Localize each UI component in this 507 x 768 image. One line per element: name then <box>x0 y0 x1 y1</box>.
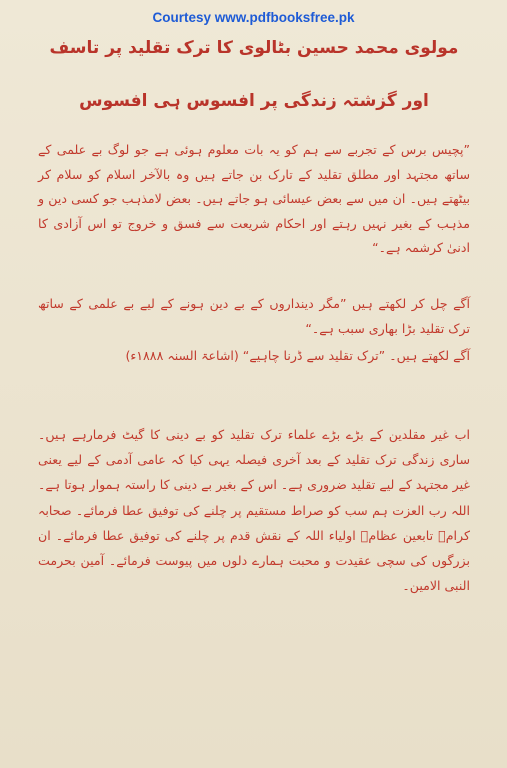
closing-text: اب غیر مقلدین کے بڑے بڑے علماء ترک تقلید کو بے دینی کا گیٹ فرمارہے ہیں۔ ساری زندگی ترک تقلید کے بعد آخری فیصلہ یہی کیا کہ عامی آدمی کے لیے یعنی غیر مجتہد کے لیے تقلید ضروری ہے۔ اس کے بغیر بے دینی کا راستہ ہموار ہوتا ہے۔ اللہ رب العزت ہم سب کو صراط مستقیم پر چلنے کی توفیق عطا فرمائے۔ صحابہ کرامؓ تابعین عظامؒ اولیاء اللہ کے نقش قدم پر چلنے کی توفیق عطا فرمائے۔ ان بزرگوں کی سچی عقیدت و محبت ہمارے دلوں میں پیوست فرمائے۔ آمین بحرمت النبی الامین۔ <box>38 427 470 594</box>
closing-paragraph <box>38 422 470 598</box>
quote-paragraph-3: آگے لکھتے ہیں۔ ”ترک تقلید سے ڈرنا چاہیے“ (اشاعۃ السنہ ۱۸۸۸ء) <box>125 348 470 363</box>
quote-paragraph-1 <box>38 138 470 261</box>
quote-paragraph-2: آگے چل کر لکھتے ہیں ”مگر دینداروں کے بے دین ہونے کے لیے بے علمی کے ساتھ ترک تقلید بڑا بھاری سبب ہے۔“ <box>38 296 470 336</box>
heading-line-2: اور گزشتہ زندگی پر افسوس ہی افسوس <box>79 91 429 111</box>
quote-text-1: ”پچیس برس کے تجربے سے ہم کو یہ بات معلوم ہوئی ہے جو لوگ بے علمی کے ساتھ مجتہد اور مطلق تقلید کے تارک بن جاتے ہیں وہ بالآخر اسلام کو سلام کر بیٹھتے ہیں۔ ان میں سے بعض عیسائی ہو جاتے ہیں۔ بعض لامذہب جو کسی دین و مذہب کے بغیر نہیں رہتے اور احکام شریعت سے فسق و خروج تو اس آزادی کا ادنیٰ کرشمہ ہے۔“ <box>38 142 470 256</box>
courtesy-watermark: Courtesy www.pdfbooksfree.pk <box>152 10 355 25</box>
heading-line-1: مولوی محمد حسین بٹالوی کا ترک تقلید پر تاسف <box>49 38 459 58</box>
